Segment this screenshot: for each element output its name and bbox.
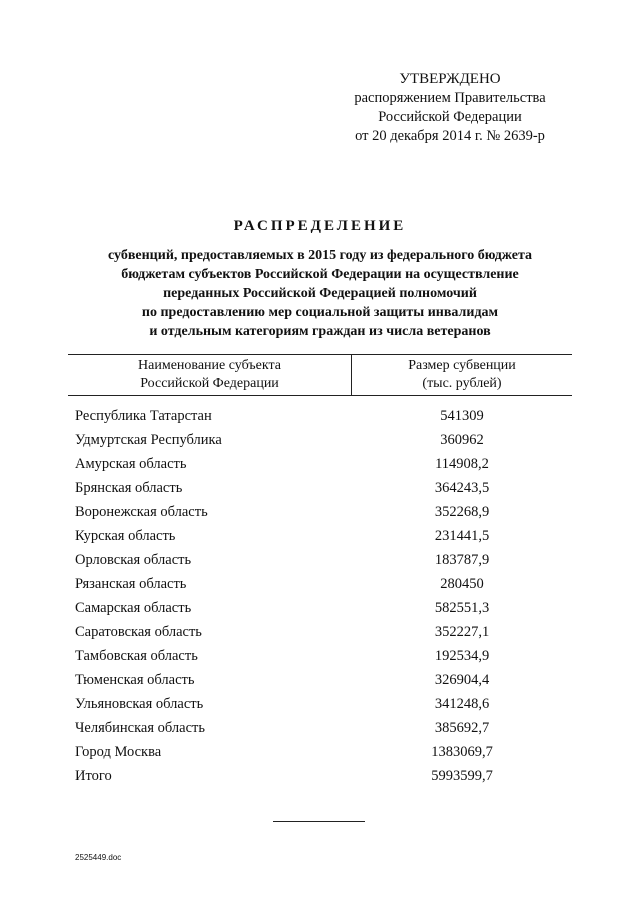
table-body (0, 408, 640, 792)
subvention-amount: 341248,6 (434, 696, 490, 712)
table-top-rule (68, 354, 572, 355)
column-header-region (68, 357, 351, 393)
region-name: Амурская область (75, 456, 187, 472)
table-row (0, 528, 640, 552)
region-name: Тюменская область (75, 672, 195, 688)
subvention-amount: 352227,1 (434, 624, 490, 640)
region-name: Брянская область (75, 480, 183, 496)
subvention-amount: 183787,9 (434, 552, 490, 568)
subvention-amount: 541309 (440, 408, 484, 424)
subvention-amount: 231441,5 (434, 528, 490, 544)
region-name: Город Москва (75, 744, 162, 760)
table-row (0, 648, 640, 672)
table-row (0, 744, 640, 768)
document-title: РАСПРЕДЕЛЕНИЕ (233, 218, 407, 234)
region-name: Тамбовская область (75, 648, 198, 664)
subtitle-line: бюджетам субъектов Российской Федерации на осуществление (121, 267, 519, 282)
approval-heading: УТВЕРЖДЕНО (399, 71, 501, 87)
table-row (0, 720, 640, 744)
subvention-amount: 280450 (440, 576, 484, 592)
table-row (0, 624, 640, 648)
subtitle-line: субвенций, предоставляемых в 2015 году из федерального бюджета (108, 248, 532, 263)
table-row (0, 432, 640, 456)
region-name: Орловская область (75, 552, 192, 568)
region-name: Челябинская область (75, 720, 205, 736)
region-name: Саратовская область (75, 624, 202, 640)
table-row (0, 456, 640, 480)
document-subtitle (60, 246, 580, 341)
table-row (0, 672, 640, 696)
column-header-amount (352, 357, 572, 393)
table-header-rule (68, 395, 572, 396)
subvention-amount: 352268,9 (434, 504, 490, 520)
subvention-amount: 360962 (440, 432, 484, 448)
subvention-amount: 192534,9 (434, 648, 490, 664)
column-header-amount-line: Размер субвенции (408, 358, 516, 373)
subvention-amount: 385692,7 (434, 720, 490, 736)
table-row (0, 408, 640, 432)
region-name: Рязанская область (75, 576, 187, 592)
region-name: Самарская область (75, 600, 192, 616)
subvention-amount: 326904,4 (434, 672, 490, 688)
table-row (0, 696, 640, 720)
subtitle-line: переданных Российской Федерацией полномочий (163, 286, 477, 301)
region-name: Итого (75, 768, 112, 784)
subtitle-line: и отдельным категориям граждан из числа ветеранов (149, 324, 491, 339)
column-header-amount-line: (тыс. рублей) (422, 376, 502, 391)
document-code: 2525449.doc (75, 853, 122, 862)
end-rule (273, 821, 365, 822)
approval-line-2: Российской Федерации (378, 109, 522, 125)
region-name: Курская область (75, 528, 176, 544)
column-header-region-line: Наименование субъекта (138, 358, 281, 373)
subvention-amount: 1383069,7 (431, 744, 493, 760)
subvention-amount: 5993599,7 (431, 768, 493, 784)
table-row (0, 576, 640, 600)
region-name: Республика Татарстан (75, 408, 212, 424)
approval-line-1: распоряжением Правительства (354, 90, 546, 106)
subvention-amount: 364243,5 (434, 480, 490, 496)
region-name: Ульяновская область (75, 696, 204, 712)
column-header-region-line: Российской Федерации (140, 376, 279, 391)
table-row (0, 504, 640, 528)
table-total-row (0, 768, 640, 792)
approval-line-3: от 20 декабря 2014 г. № 2639-р (355, 128, 545, 144)
subvention-amount: 582551,3 (434, 600, 490, 616)
table-row (0, 480, 640, 504)
table-row (0, 552, 640, 576)
region-name: Удмуртская Республика (75, 432, 222, 448)
approval-block (330, 70, 570, 146)
region-name: Воронежская область (75, 504, 208, 520)
subvention-amount: 114908,2 (435, 456, 489, 472)
table-row (0, 600, 640, 624)
subtitle-line: по предоставлению мер социальной защиты инвалидам (141, 305, 499, 320)
